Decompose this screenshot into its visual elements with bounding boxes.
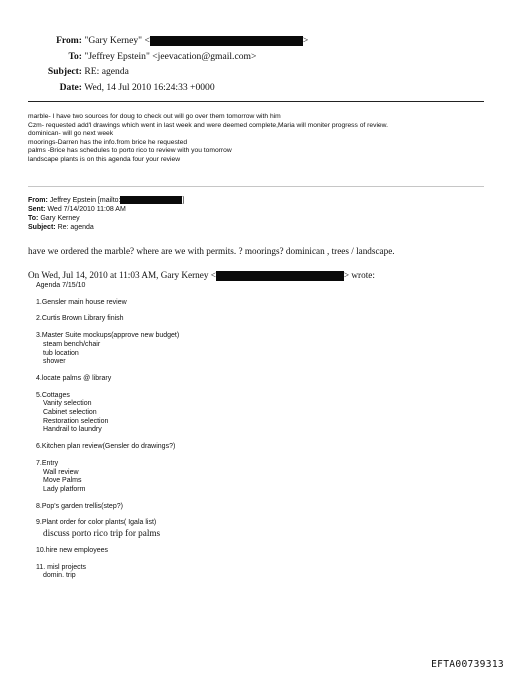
date-label: Date: xyxy=(59,81,82,93)
header-from-row xyxy=(20,33,308,49)
quoted-sent-value: Wed 7/14/2010 11:08 AM xyxy=(47,206,126,213)
quoted-sent-label: Sent: xyxy=(28,206,46,213)
agenda-subitem: Cabinet selection xyxy=(43,409,97,417)
agenda-item: 2.Curtis Brown Library finish xyxy=(36,315,124,323)
quoted-from-value: Jeffrey Epstein [mailto: xyxy=(49,197,121,204)
quoted-from-close: ] xyxy=(182,197,185,204)
from-label: From: xyxy=(56,35,82,46)
document-id: EFTA00739313 xyxy=(431,659,504,670)
quoted-from-label: From: xyxy=(28,197,48,204)
agenda-subitem: domin. trip xyxy=(43,572,76,580)
from-close: > xyxy=(302,35,309,46)
agenda-item: 8.Pop's garden trellis(step?) xyxy=(36,502,123,510)
email-header xyxy=(20,33,308,95)
header-date-row xyxy=(20,80,308,96)
agenda-item: 6.Kitchen plan review(Gensler do drawings?) xyxy=(36,443,176,451)
header-to-row xyxy=(20,49,308,65)
quoted-sent-row xyxy=(28,205,184,214)
agenda-item: 10.hire new employees xyxy=(36,547,108,555)
to-label: To: xyxy=(68,50,82,62)
quoted-header xyxy=(28,196,184,232)
agenda-item: 3.Master Suite mockups(approve new budget) xyxy=(36,332,180,340)
reply-body xyxy=(28,113,388,165)
agenda-subitem: Restoration selection xyxy=(43,417,109,425)
attribution-prefix: On Wed, Jul 14, 2010 at 11:03 AM, Gary Kerney < xyxy=(28,270,216,280)
quoted-to-value: Gary Kerney xyxy=(40,215,80,222)
question-line: have we ordered the marble? where are we with permits. ? moorings? dominican , trees / landscape. xyxy=(28,246,395,256)
header-divider xyxy=(28,101,484,102)
agenda-item: 11. misl projects xyxy=(36,563,87,571)
agenda-title: Agenda 7/15/10 xyxy=(36,282,86,289)
agenda-note: discuss porto rico trip for palms xyxy=(43,528,161,539)
agenda-subitem: Handrail to laundry xyxy=(43,426,102,434)
agenda-item: 1.Gensler main house review xyxy=(36,298,127,306)
agenda-item: 9.Plant order for color plants( Igala list) xyxy=(36,519,157,527)
quoted-from-row xyxy=(28,196,184,205)
date-value: Wed, 14 Jul 2010 16:24:33 +0000 xyxy=(84,81,215,93)
quoted-to-label: To: xyxy=(28,215,39,222)
agenda-subitem: steam bench/chair xyxy=(43,340,101,348)
reply-line: palms -Brice has schedules to porto rico to review with you tomorrow xyxy=(28,147,232,155)
agenda-subitem: Lady platform xyxy=(43,485,86,493)
attribution-suffix: > wrote: xyxy=(343,270,375,280)
redaction-block xyxy=(120,196,185,204)
agenda-item: 4.locate palms @ library xyxy=(36,374,112,382)
to-value: "Jeffrey Epstein" <jeevacation@gmail.com> xyxy=(84,50,257,62)
agenda-subitem: Wall review xyxy=(43,468,79,476)
redaction-block xyxy=(150,36,303,46)
subject-value: RE: agenda xyxy=(84,66,129,78)
subject-label: Subject: xyxy=(47,66,82,78)
redaction-block xyxy=(216,271,344,281)
agenda-subitem: Move Palms xyxy=(43,477,82,485)
quoted-to-row xyxy=(28,214,184,223)
header-subject-row xyxy=(20,64,308,80)
agenda-item: 7.Entry xyxy=(36,459,59,467)
from-value: "Gary Kerney" < xyxy=(84,35,150,46)
reply-line: moorings-Darren has the info.from brice he requested xyxy=(28,138,188,146)
reply-line: marble- I have two sources for doug to check out will go over them tomorrow with him xyxy=(28,113,281,120)
quoted-subject-label: Subject: xyxy=(28,224,56,231)
quote-attribution xyxy=(28,270,375,281)
quote-divider xyxy=(28,186,484,187)
agenda xyxy=(36,282,179,581)
agenda-item: 5.Cottages xyxy=(36,391,70,399)
quoted-subject-row xyxy=(28,223,184,232)
agenda-subitem: shower xyxy=(43,358,66,366)
quoted-subject-value: Re: agenda xyxy=(57,224,94,231)
reply-line: Czm- requested add'l drawings which went in last week and were deemed complete,Maria will moniter progress of review. xyxy=(28,121,388,129)
reply-line: dominican- will go next week xyxy=(28,130,114,138)
agenda-subitem: tub location xyxy=(43,349,79,357)
agenda-subitem: Vanity selection xyxy=(43,400,92,408)
reply-line: landscape plants is on this agenda four your review xyxy=(28,155,181,163)
